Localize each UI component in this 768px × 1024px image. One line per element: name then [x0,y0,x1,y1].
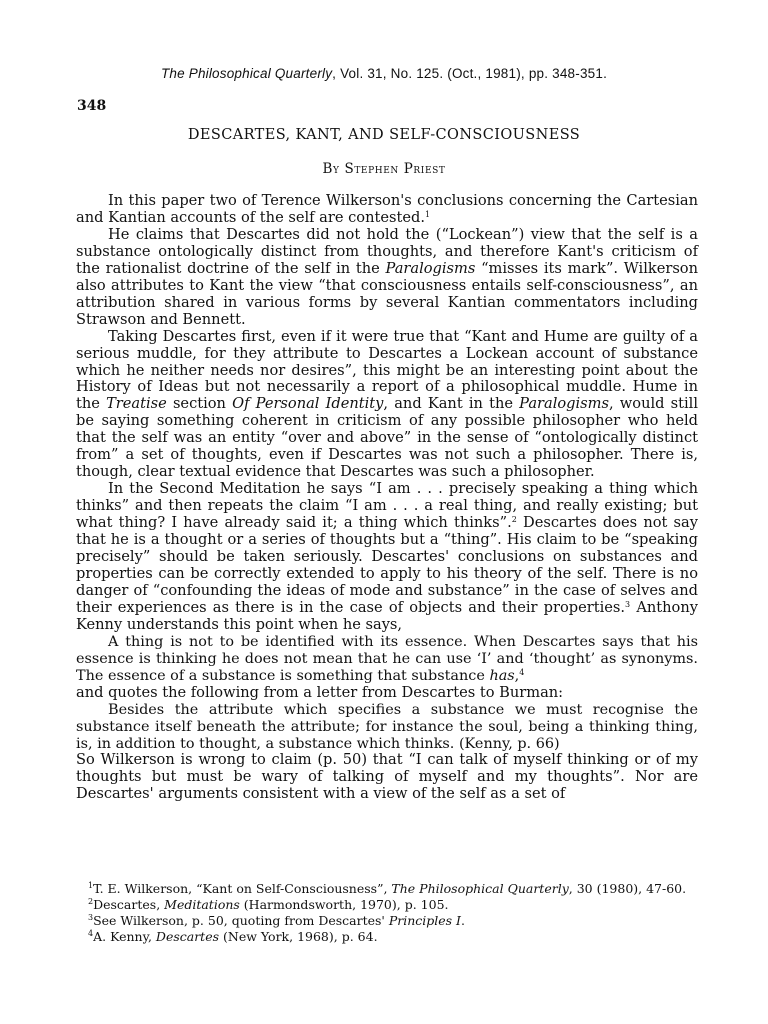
italic-word: has [489,667,515,684]
author-byline: By Stephen Priest [322,161,446,177]
italic-title: Descartes [155,929,220,944]
footnote [76,929,698,945]
italic-title: Treatise [106,395,167,413]
article-title: DESCARTES, KANT, AND SELF-CONSCIOUSNESS [187,127,581,143]
text-run: (Harmondsworth, 1970), p. 105. [239,897,449,912]
text-run: Anthony Kenny understands this point when he says, [76,598,698,633]
footnote [76,913,698,929]
paragraph [76,193,698,227]
issue-info: , Vol. 31, No. 125. (Oct., 1981), pp. 348-351. [332,66,608,81]
text-run: , 30 (1980), 47-60. [568,881,687,896]
text-run: He claims that Descartes did not hold the (“Lockean”) view that the self is a substance ontologically distinct from thoughts, and therefore Kant's criticism of the rationalist doctrine of the self in the [76,225,698,277]
footnote-number: 3 [88,913,94,922]
text-run: A. Kenny, [93,929,156,944]
text-run: T. E. Wilkerson, “Kant on Self-Consciousness”, [93,881,392,896]
text-run: Descartes does not say that he is a thought or a series of thoughts but a “thing”. His claim to be “speaking precisely” should be taken seriously. Descartes' conclusions on substances and properties can be correctly extended to apply to his theory of the self. There is no danger of “confounding the ideas of mode and substance” in the case of selves and their experiences as there is in the case of objects and their properties. [76,514,698,616]
text-run: . [460,913,465,928]
italic-title: Paralogisms [519,395,609,413]
italic-title: Meditations [164,897,240,912]
block-quote: Besides the attribute which specifies a substance we must recognise the substance itself beneath the attribute; for instance the soul, being a thinking thing, is, in addition to thought, a substance which thinks. (Kenny, p. 66) [76,701,698,752]
text-run: , and Kant in the [383,395,520,413]
italic-title: Paralogisms [385,259,476,277]
text-run: See Wilkerson, p. 50, quoting from Descartes' [93,913,389,928]
paragraph: and quotes the following from a letter from Descartes to Burman: [76,683,564,701]
running-head [0,66,768,81]
footnote-number: 4 [88,929,94,938]
paragraph [76,227,698,329]
text-run: In the Second Meditation he says “I am . . . precisely speaking a thing which thinks” and then repeats the claim “I am . . . a real thing, and really existing; but what thing? I have already said it; a thing which thinks”. [76,480,698,532]
footnote [76,881,698,897]
text-run: Taking Descartes first, even if it were true that “Kant and Hume are guilty of a serious muddle, for they attribute to Descartes a Lockean account of substance which he neither needs nor desires”, this might be an interesting point about the History of Ideas but not necessarily a report of a philosophical muddle. Hume in the [76,327,698,413]
footnote-ref: 3 [625,599,631,609]
footnote-ref: 1 [424,209,431,219]
text-run: Descartes, [93,897,165,912]
paragraph [76,329,698,482]
text-run: section [166,395,233,413]
paragraph [76,481,698,634]
footnotes [76,881,698,945]
paragraph: So Wilkerson is wrong to claim (p. 50) that “I can talk of myself thinking or of my thoughts but must be wary of talking of myself and my thoughts”. Nor are Descartes' arguments consistent with a view of the self as a set of [76,751,698,803]
article-body [76,193,698,803]
journal-name: The Philosophical Quarterly [160,66,333,81]
text-run: A thing is not to be identified with its essence. When Descartes says that his essence is thinking he does not mean that he can use ‘I’ and ‘thought’ as synonyms. The essence of a substance is something that substance [76,633,698,684]
block-quote [76,634,698,685]
italic-title: Principles I [388,913,461,928]
page-number: 348 [77,98,107,114]
text-run: In this paper two of Terence Wilkerson's conclusions concerning the Cartesian and Kantian accounts of the self are contested. [76,192,698,226]
footnote-ref: 2 [511,515,517,525]
text-run: , would still be saying something coherent in criticism of any possible philosopher who held that the self was an entity “over and above” in the sense of “ontologically distinct from” a set of thoughts, even if Descartes was not such a philosopher. There is, though, clear textual evidence that Descartes was such a philosopher. [76,395,698,481]
text-run: “misses its mark”. Wilkerson also attributes to Kant the view “that consciousness entails self-consciousness”, an attribution shared in various forms by several Kantian commentators including Strawson and Bennett. [76,259,698,328]
text-run: (New York, 1968), p. 64. [219,929,378,944]
italic-title: Of Personal Identity [232,395,384,413]
footnote-number: 1 [88,881,94,890]
footnote [76,897,698,913]
footnote-number: 2 [88,897,94,906]
italic-title: The Philosophical Quarterly [391,881,569,896]
text-run: , [514,667,520,684]
footnote-ref: 4 [519,667,525,677]
